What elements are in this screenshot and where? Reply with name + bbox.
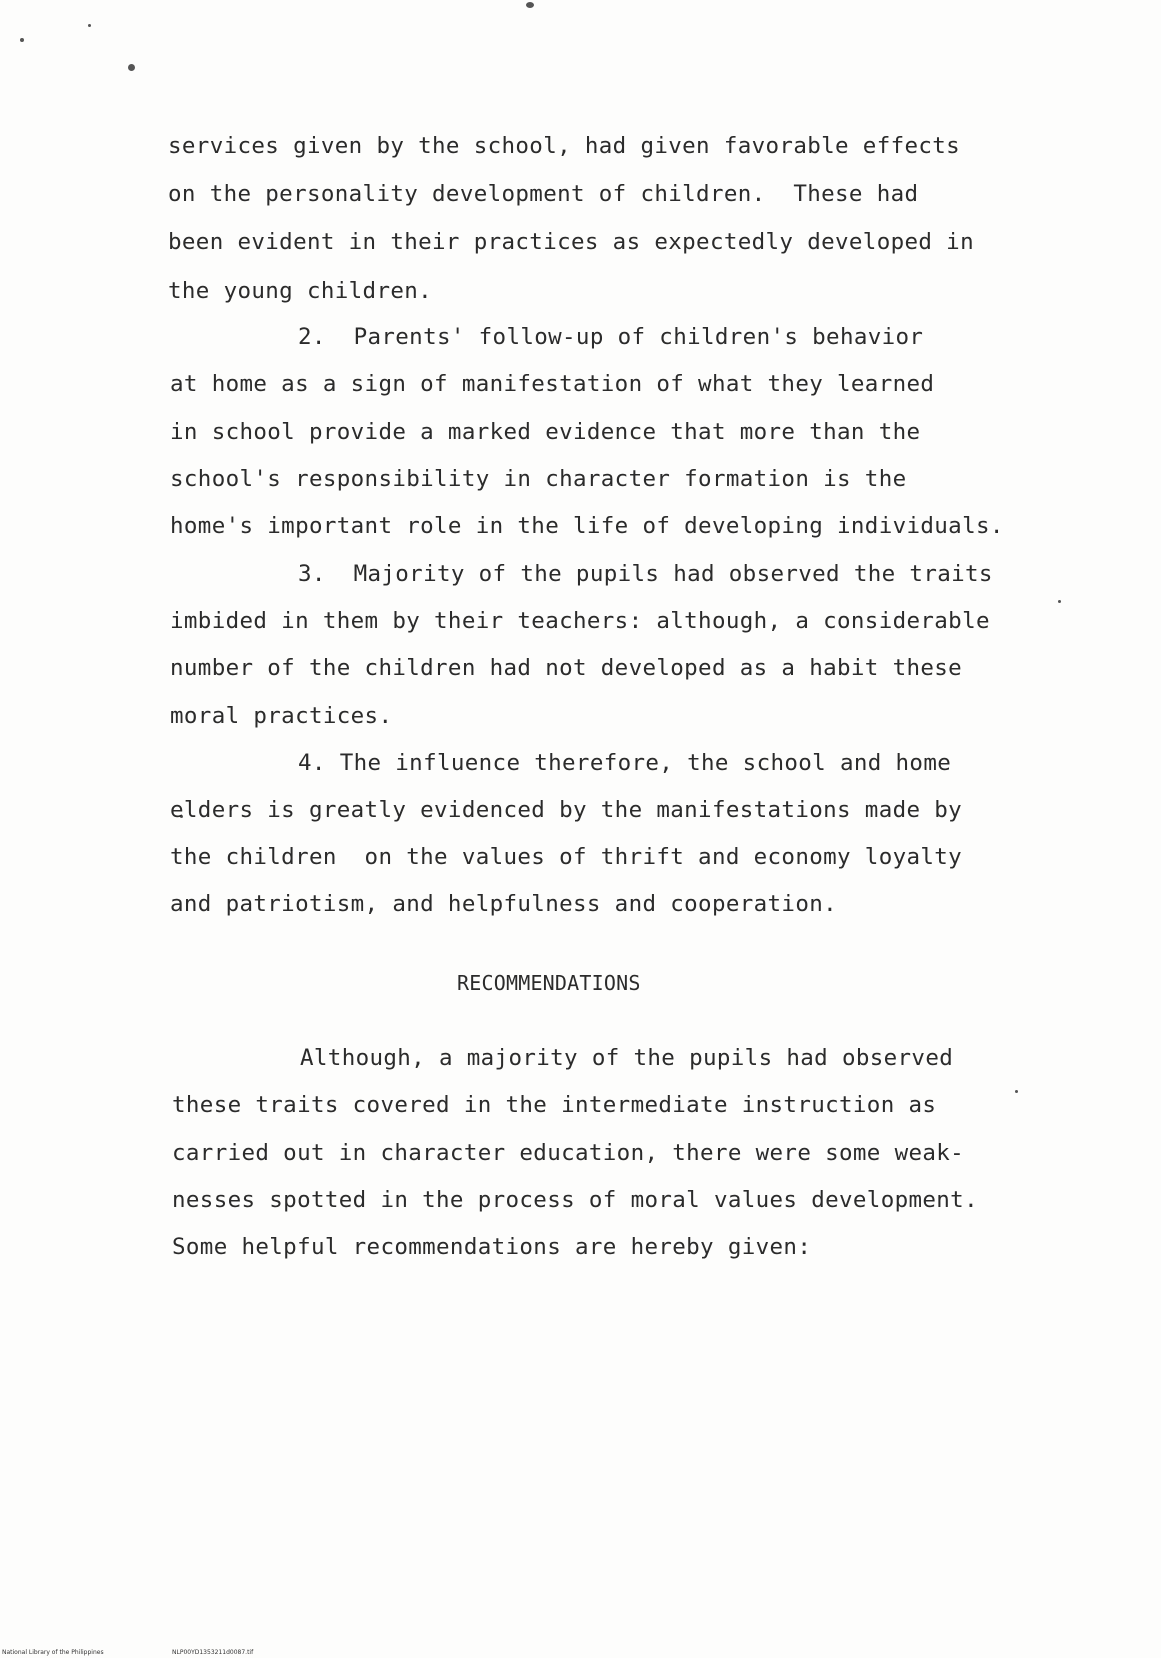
body-line: these traits covered in the intermediate instruction as [172, 1092, 937, 1118]
body-line: Some helpful recommendations are hereby given: [172, 1234, 812, 1260]
body-line: the young children. [168, 278, 433, 304]
body-line: in school provide a marked evidence that more than the [170, 419, 921, 445]
scan-speck [88, 24, 91, 27]
body-line: nesses spotted in the process of moral values development. [172, 1187, 978, 1213]
body-line: the children on the values of thrift and economy loyalty [170, 844, 963, 870]
body-line: number of the children had not developed as a habit these [170, 655, 963, 681]
body-line: school's responsibility in character formation is the [170, 466, 907, 492]
section-heading: RECOMMENDATIONS [457, 971, 641, 995]
body-line: moral practices. [170, 703, 393, 729]
body-line: at home as a sign of manifestation of what they learned [170, 371, 935, 397]
scan-speck [1058, 600, 1061, 603]
scan-speck [20, 38, 24, 42]
body-line: on the personality development of children. These had [168, 181, 919, 207]
numbered-item-start: 3. Majority of the pupils had observed the traits [298, 561, 993, 587]
body-line: carried out in character education, there were some weak- [172, 1140, 965, 1166]
body-line: Although, a majority of the pupils had observed [300, 1045, 954, 1071]
scan-speck [526, 2, 534, 8]
scan-speck [128, 64, 135, 71]
body-line: home's important role in the life of developing individuals. [170, 513, 1004, 539]
body-line: been evident in their practices as expectedly developed in [168, 229, 974, 255]
body-line: services given by the school, had given favorable effects [168, 133, 961, 159]
body-line: and patriotism, and helpfulness and cooperation. [170, 891, 838, 917]
scan-speck [1015, 1090, 1018, 1093]
numbered-item-start: 2. Parents' follow-up of children's behavior [298, 324, 924, 350]
numbered-item-start: 4. The influence therefore, the school and home [298, 750, 952, 776]
body-line: imbided in them by their teachers: although, a considerable [170, 608, 990, 634]
footer-file-label: NLP00YD1353211d0087.tif [172, 1649, 254, 1656]
footer-library-label: National Library of the Philippines [2, 1649, 104, 1656]
body-line: elders is greatly evidenced by the manifestations made by [170, 797, 963, 823]
